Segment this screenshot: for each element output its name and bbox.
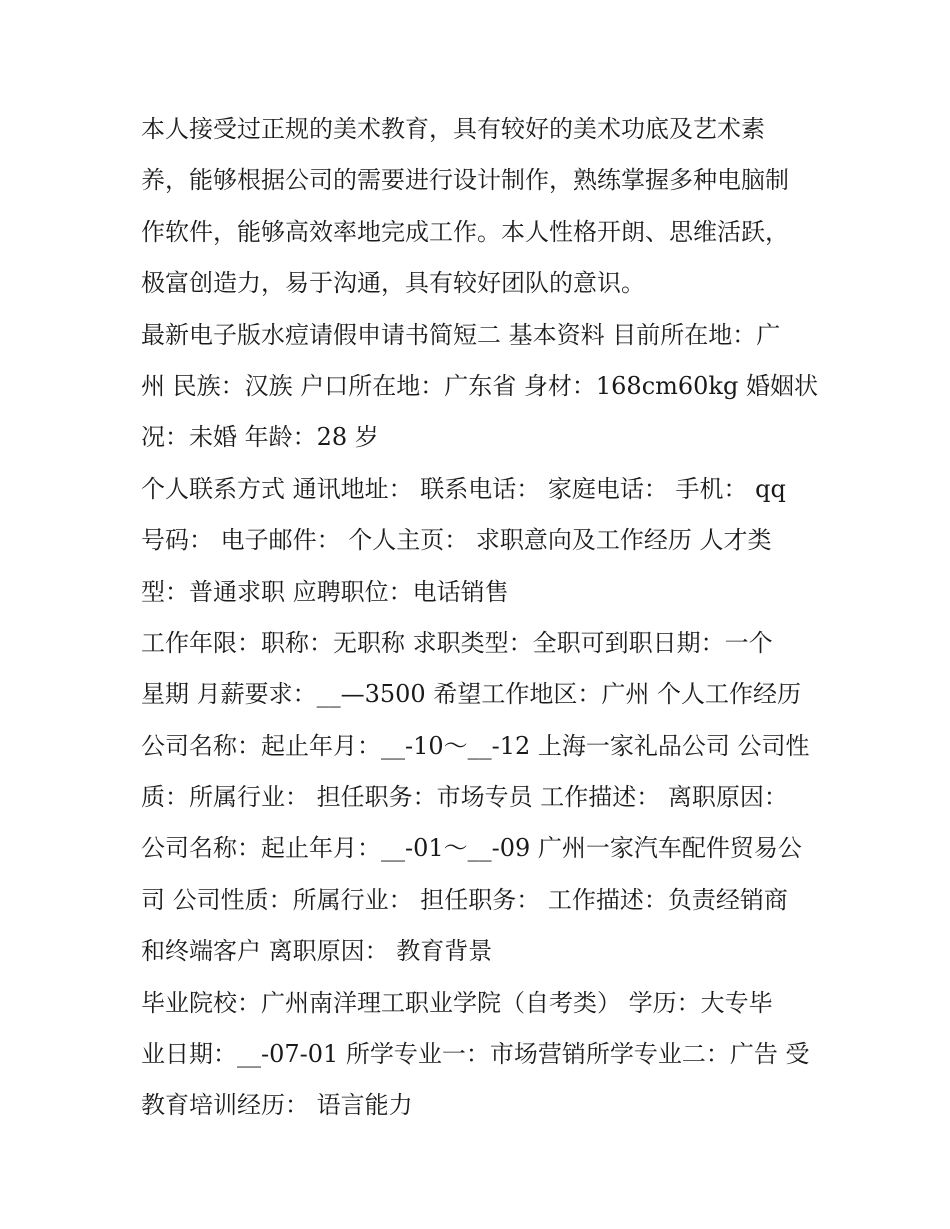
text-line: 养，能够根据公司的需要进行设计制作，熟练掌握多种电脑制 (141, 166, 789, 195)
paragraph-basic-info (141, 310, 818, 464)
text-line: 公司名称：起止年月：__-01～__-09 广州一家汽车配件贸易公 (141, 834, 802, 863)
text-line: 和终端客户 离职原因： 教育背景 (141, 937, 493, 966)
paragraph-education (141, 978, 813, 1132)
text-line: 司 公司性质：所属行业： 担任职务： 工作描述：负责经销商 (141, 885, 788, 914)
paragraph-work-experience (141, 618, 813, 978)
text-line: 毕业院校：广州南洋理工职业学院（自考类） 学历：大专毕 (141, 988, 773, 1017)
text-line: 号码： 电子邮件： 个人主页： 求职意向及工作经历 人才类 (141, 526, 772, 555)
text-line: 况：未婚 年龄：28 岁 (141, 423, 379, 452)
text-line: 星期 月薪要求：__—3500 希望工作地区：广州 个人工作经历 (141, 680, 801, 709)
text-line: 工作年限：职称：无职称 求职类型：全职可到职日期：一个 (141, 628, 773, 657)
text-line: 教育培训经历： 语言能力 (141, 1091, 413, 1120)
text-line: 个人联系方式 通讯地址： 联系电话： 家庭电话： 手机： qq (141, 474, 786, 503)
paragraph-self-introduction (141, 104, 813, 310)
document-body (141, 104, 818, 1132)
text-line: 最新电子版水痘请假申请书简短二 基本资料 目前所在地：广 (141, 320, 781, 349)
text-line: 州 民族：汉族 户口所在地：广东省 身材：168cm60kg 婚姻状 (141, 371, 818, 400)
paragraph-contact-info (141, 464, 813, 618)
text-line: 业日期：__-07-01 所学专业一：市场营销所学专业二：广告 受 (141, 1040, 810, 1069)
text-line: 本人接受过正规的美术教育，具有较好的美术功底及艺术素 (141, 115, 765, 143)
text-line: 极富创造力，易于沟通，具有较好团队的意识。 (141, 269, 645, 298)
text-line: 质：所属行业： 担任职务：市场专员 工作描述： 离职原因： (141, 783, 788, 812)
text-line: 作软件，能够高效率地完成工作。本人性格开朗、思维活跃， (141, 217, 789, 246)
text-line: 型：普通求职 应聘职位：电话销售 (141, 577, 509, 606)
text-line: 公司名称：起止年月：__-10～__-12 上海一家礼品公司 公司性 (141, 731, 810, 760)
